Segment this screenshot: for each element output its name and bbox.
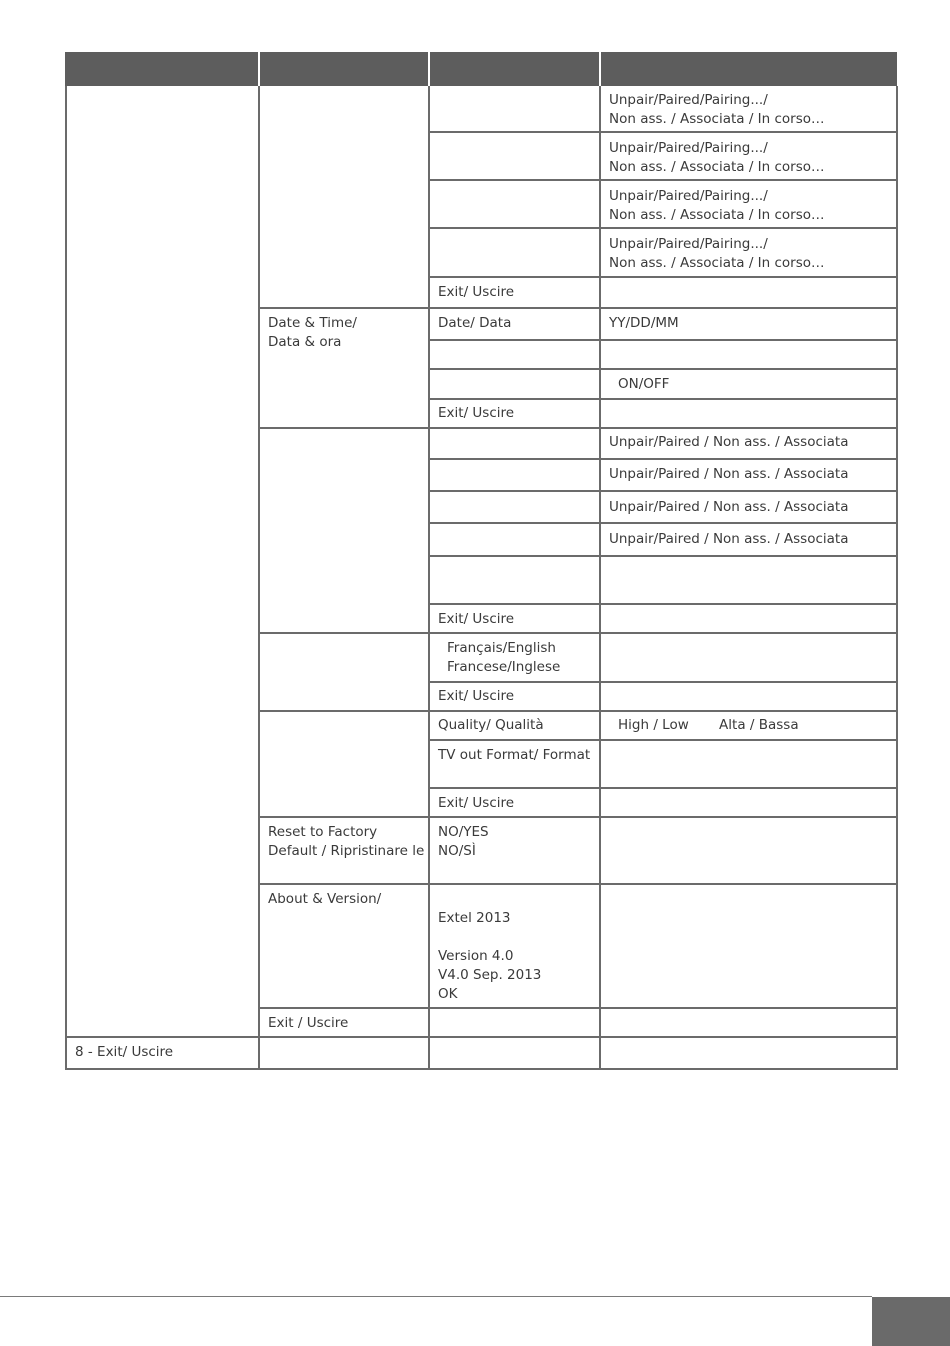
grid-line [428, 368, 898, 370]
reset-option-it: NO/SÌ [438, 843, 476, 859]
pairing-status-line: Unpair/Paired/Pairing.../ [609, 92, 768, 108]
exit-label: Exit/ Uscire [438, 795, 515, 811]
quality-values-cell [600, 712, 896, 739]
footer-rule [0, 1296, 872, 1297]
grid-line [65, 1036, 898, 1038]
language-options-it: Francese/Inglese [447, 659, 561, 675]
date-label-cell[interactable] [429, 310, 599, 339]
reset-label-2: Default / Ripristinare le [268, 843, 425, 859]
table-header-col1 [65, 52, 258, 86]
table-header-col3 [430, 52, 599, 86]
onoff-cell [600, 371, 896, 398]
settings-exit-cell[interactable] [259, 1010, 428, 1036]
grid-line [65, 86, 67, 1070]
grid-line [428, 555, 898, 557]
exit-label: Exit/ Uscire [438, 611, 515, 627]
exit-label: Exit / Uscire [268, 1015, 349, 1031]
about-info-cell [429, 886, 599, 1007]
grid-line [258, 816, 898, 818]
date-format-cell [600, 310, 896, 339]
reset-label: Reset to Factory [268, 824, 378, 840]
grid-line [428, 787, 898, 789]
pairing-status-line: Unpair/Paired/Pairing.../ [609, 140, 768, 156]
page-number-tab [872, 1297, 950, 1346]
pairing-status-cell-3 [600, 183, 896, 227]
remote-status-cell-2 [600, 461, 896, 490]
grid-line [428, 739, 898, 741]
remote-exit-cell[interactable] [429, 606, 599, 633]
remote-status: Unpair/Paired / Non ass. / Associata [609, 434, 849, 450]
date-time-menu-cell[interactable] [259, 310, 428, 427]
grid-line [428, 490, 898, 492]
remote-status-cell-1 [600, 429, 896, 458]
quality-values-en: High / Low [618, 717, 689, 733]
grid-line [428, 276, 898, 278]
grid-line [428, 603, 898, 605]
exit-label: Exit/ Uscire [438, 688, 515, 704]
pairing-status-line: Unpair/Paired/Pairing.../ [609, 236, 768, 252]
about-version: Version 4.0 [438, 948, 514, 964]
tvout-label-cell[interactable] [429, 742, 599, 787]
about-label: About & Version/ [268, 891, 382, 907]
exit-label: Exit/ Uscire [438, 405, 515, 421]
pairing-status-line: Unpair/Paired/Pairing.../ [609, 188, 768, 204]
onoff-value: ON/OFF [618, 376, 670, 392]
language-options-cell[interactable] [429, 635, 599, 681]
pairing-status-cell-2 [600, 135, 896, 179]
exit-label: Exit/ Uscire [438, 284, 515, 300]
about-ok[interactable]: OK [438, 986, 458, 1002]
remote-status: Unpair/Paired / Non ass. / Associata [609, 466, 849, 482]
pairing-status-cell-1 [600, 87, 896, 131]
date-time-label: Date & Time/ [268, 315, 357, 331]
pairing-status-line: Non ass. / Associata / In corso… [609, 207, 825, 223]
remote-status: Unpair/Paired / Non ass. / Associata [609, 531, 849, 547]
main-exit-cell[interactable] [66, 1039, 258, 1068]
about-spacer [438, 928, 590, 947]
remote-status: Unpair/Paired / Non ass. / Associata [609, 499, 849, 515]
pairing-status-line: Non ass. / Associata / In corso… [609, 255, 825, 271]
grid-line [428, 458, 898, 460]
reset-option-en: NO/YES [438, 824, 489, 840]
about-version-date: V4.0 Sep. 2013 [438, 967, 542, 983]
main-exit-label: 8 - Exit/ Uscire [75, 1044, 174, 1060]
pairing-status-cell-4 [600, 231, 896, 275]
grid-line [428, 339, 898, 341]
date-label: Date/ Data [438, 315, 512, 331]
about-company: Extel 2013 [438, 910, 511, 926]
reset-options-cell[interactable] [429, 819, 599, 883]
reset-menu-cell[interactable] [259, 819, 428, 883]
grid-line [428, 227, 898, 229]
table-header-col4 [601, 52, 897, 86]
pairing-exit-cell[interactable] [429, 279, 599, 307]
date-exit-cell[interactable] [429, 400, 599, 427]
about-menu-cell[interactable] [259, 886, 428, 1007]
quality-label: Quality/ Qualità [438, 717, 544, 733]
grid-line [258, 307, 898, 309]
pairing-status-line: Non ass. / Associata / In corso… [609, 159, 825, 175]
grid-line [258, 883, 898, 885]
tvout-label: TV out Format/ Format [438, 747, 591, 763]
table-header-col2 [260, 52, 428, 86]
pairing-status-line: Non ass. / Associata / In corso… [609, 111, 825, 127]
language-exit-cell[interactable] [429, 683, 599, 710]
grid-line [258, 1007, 898, 1009]
grid-line [428, 131, 898, 133]
grid-line [896, 86, 898, 1070]
remote-status-cell-4 [600, 526, 896, 555]
language-options: Français/English [447, 640, 556, 656]
grid-line [428, 179, 898, 181]
video-exit-cell[interactable] [429, 790, 599, 816]
date-format-value: YY/DD/MM [609, 315, 679, 331]
grid-line [65, 1068, 898, 1070]
quality-values-it: Alta / Bassa [719, 717, 799, 733]
remote-status-cell-3 [600, 494, 896, 523]
quality-label-cell[interactable] [429, 712, 599, 739]
date-time-label-it: Data & ora [268, 334, 342, 350]
